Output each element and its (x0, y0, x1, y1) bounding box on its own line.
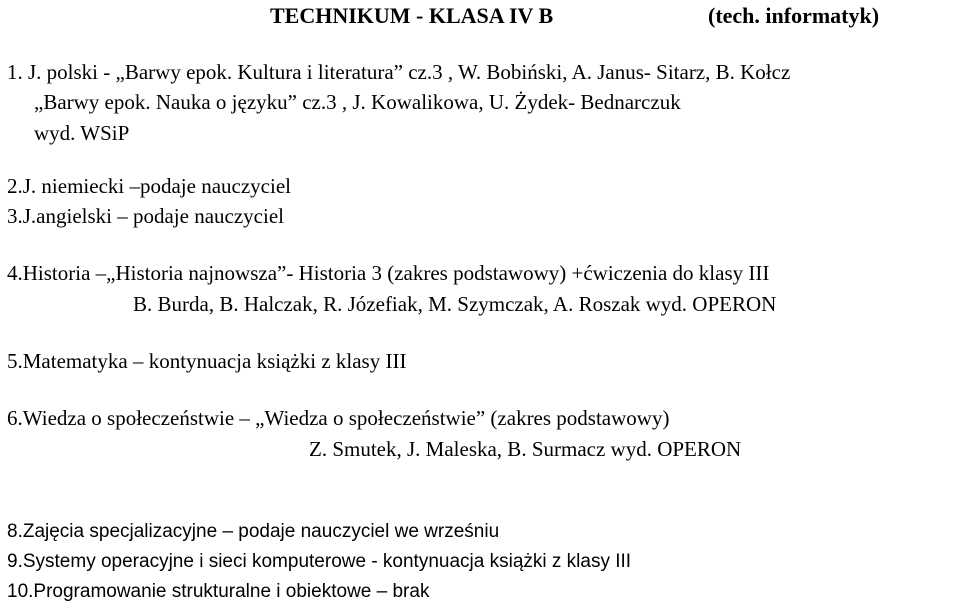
item-polish-line-2: „Barwy epok. Nauka o języku” cz.3 , J. Kowalikowa, U. Żydek- Bednarczuk (34, 90, 681, 114)
item-polish-publisher: wyd. WSiP (34, 121, 130, 145)
item-civics-authors: Z. Smutek, J. Maleska, B. Surmacz wyd. OPERON (309, 437, 742, 461)
item-systems: 9.Systemy operacyjne i sieci komputerowe - kontynuacja książki z klasy III (7, 551, 632, 572)
item-specialization: 8.Zajęcia specjalizacyjne – podaje nauczyciel we wrześniu (7, 521, 500, 542)
item-programming: 10.Programowanie strukturalne i obiektowe – brak (7, 581, 430, 602)
item-english: 3.J.angielski – podaje nauczyciel (7, 204, 284, 228)
item-math: 5.Matematyka – kontynuacja książki z klasy III (7, 349, 407, 373)
item-history-line-1: 4.Historia –„Historia najnowsza”- Historia 3 (zakres podstawowy) +ćwiczenia do klasy III (7, 261, 770, 285)
class-profile: (tech. informatyk) (708, 3, 880, 28)
item-history-authors: B. Burda, B. Halczak, R. Józefiak, M. Szymczak, A. Roszak wyd. OPERON (133, 292, 777, 316)
item-civics-line-1: 6.Wiedza o społeczeństwie – „Wiedza o społeczeństwie” (zakres podstawowy) (7, 406, 670, 430)
class-title: TECHNIKUM - KLASA IV B (270, 3, 554, 28)
item-polish-line-1: 1. J. polski - „Barwy epok. Kultura i literatura” cz.3 , W. Bobiński, A. Janus- Sitarz, B. Kołcz (7, 60, 791, 84)
item-german: 2.J. niemiecki –podaje nauczyciel (7, 174, 291, 198)
